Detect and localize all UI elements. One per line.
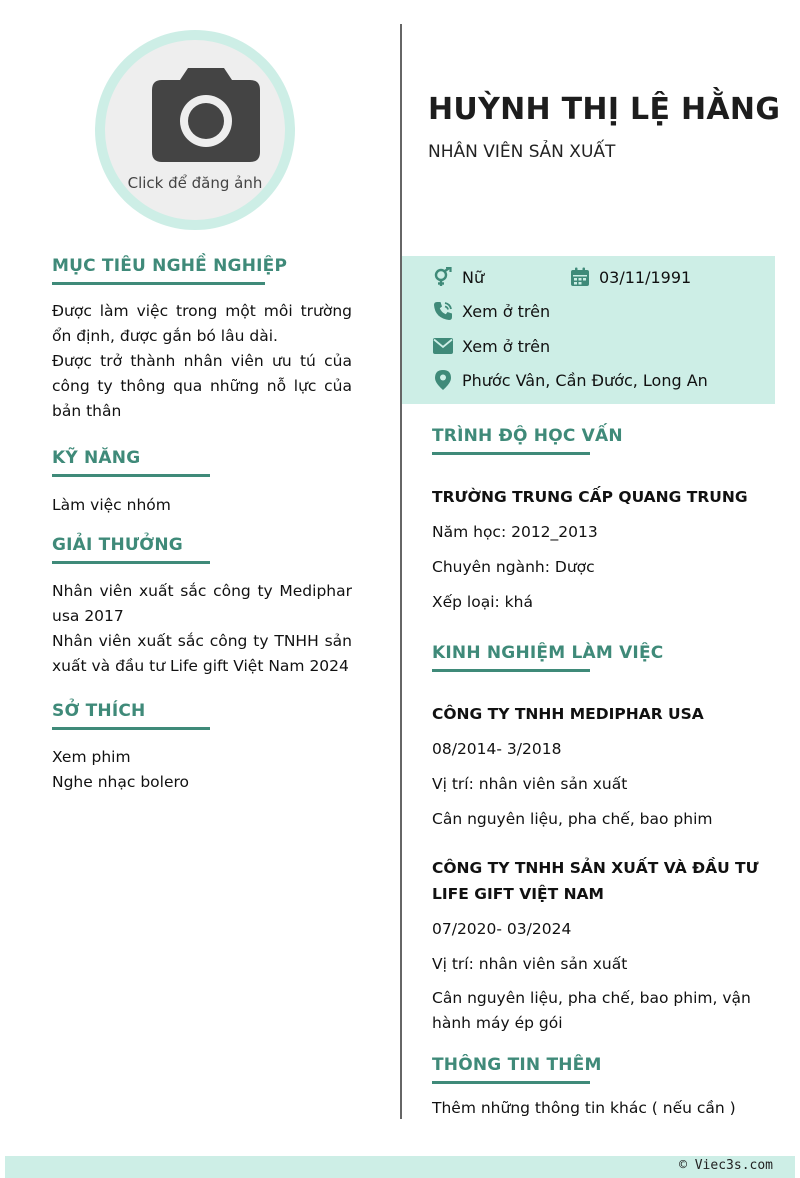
job-entry (432, 855, 762, 1036)
avatar-placeholder[interactable] (105, 40, 285, 220)
calendar-icon (569, 266, 591, 288)
hobby-item: Nghe nhạc bolero (52, 773, 189, 791)
school-name: TRƯỜNG TRUNG CẤP QUANG TRUNG (432, 488, 748, 506)
award-item: Nhân viên xuất sắc công ty TNHH sản xuất và đầu tư Life gift Việt Nam 2024 (52, 632, 352, 675)
section-underline (52, 727, 210, 730)
job-tasks: Cân nguyên liệu, pha chế, bao phim (432, 810, 713, 828)
section-underline (52, 561, 210, 564)
phone-value: Xem ở trên (462, 301, 551, 321)
section-underline (432, 452, 590, 455)
section-title: KINH NGHIỆM LÀM VIỆC (432, 643, 664, 663)
extra-info-text: Thêm những thông tin khác ( nếu cần ) (432, 1099, 736, 1117)
section-education (432, 426, 762, 615)
camera-icon (152, 68, 260, 162)
job-period: 08/2014- 3/2018 (432, 740, 562, 758)
job-position: Vị trí: nhân viên sản xuất (432, 955, 628, 973)
job-tasks: Cân nguyên liệu, pha chế, bao phim, vận hành máy ép gói (432, 989, 751, 1032)
copyright-text: © Viec3s.com (679, 1158, 773, 1173)
gender-value: Nữ (462, 267, 485, 287)
section-title: KỸ NĂNG (52, 448, 141, 468)
birthday-value: 03/11/1991 (599, 267, 692, 287)
avatar-upload-label: Click để đăng ảnh (127, 174, 263, 192)
avatar-upload[interactable] (95, 30, 295, 230)
birthday-row (569, 266, 691, 288)
candidate-name: HUỲNH THỊ LỆ HẰNG (428, 92, 781, 127)
section-hobbies (52, 701, 352, 795)
section-title: SỞ THÍCH (52, 701, 146, 721)
map-pin-icon (432, 369, 454, 391)
school-grade: Xếp loại: khá (432, 593, 533, 611)
phone-row (432, 300, 550, 322)
section-title: GIẢI THƯỞNG (52, 535, 183, 555)
email-row (432, 335, 550, 357)
section-skills (52, 448, 352, 518)
section-underline (52, 282, 265, 285)
section-underline (432, 1081, 590, 1084)
section-title: THÔNG TIN THÊM (432, 1055, 602, 1075)
school-year: Năm học: 2012_2013 (432, 523, 598, 541)
column-divider (400, 24, 402, 1119)
section-objective (52, 256, 352, 424)
left-column (52, 256, 352, 795)
gender-icon (432, 266, 454, 288)
contact-panel (402, 256, 775, 404)
hobby-item: Xem phim (52, 748, 131, 766)
section-underline (52, 474, 210, 477)
job-period: 07/2020- 03/2024 (432, 920, 572, 938)
gender-row (432, 266, 484, 288)
footer-bar (5, 1156, 795, 1178)
objective-line: Được làm việc trong một môi trường ổn định, được gắn bó lâu dài. (52, 302, 352, 345)
section-underline (432, 669, 590, 672)
section-experience (432, 643, 762, 1036)
address-row (432, 369, 708, 391)
candidate-title: NHÂN VIÊN SẢN XUẤT (428, 142, 616, 162)
job-company: CÔNG TY TNHH SẢN XUẤT VÀ ĐẦU TƯ LIFE GIFT VIỆT NAM (432, 859, 759, 903)
section-title: TRÌNH ĐỘ HỌC VẤN (432, 426, 623, 446)
section-awards (52, 535, 352, 679)
address-value: Phước Vân, Cần Đước, Long An (462, 370, 708, 390)
phone-icon (432, 300, 454, 322)
section-title: MỤC TIÊU NGHỀ NGHIỆP (52, 256, 288, 276)
objective-line: Được trở thành nhân viên ưu tú của công ty thông qua những nỗ lực của bản thân (52, 352, 352, 420)
skill-item: Làm việc nhóm (52, 496, 171, 514)
section-extra-info (432, 1055, 762, 1121)
school-major: Chuyên ngành: Dược (432, 558, 595, 576)
job-company: CÔNG TY TNHH MEDIPHAR USA (432, 705, 704, 723)
award-item: Nhân viên xuất sắc công ty Mediphar usa 2017 (52, 582, 352, 625)
job-entry (432, 701, 762, 832)
email-value: Xem ở trên (462, 336, 551, 356)
job-position: Vị trí: nhân viên sản xuất (432, 775, 628, 793)
envelope-icon (432, 335, 454, 357)
